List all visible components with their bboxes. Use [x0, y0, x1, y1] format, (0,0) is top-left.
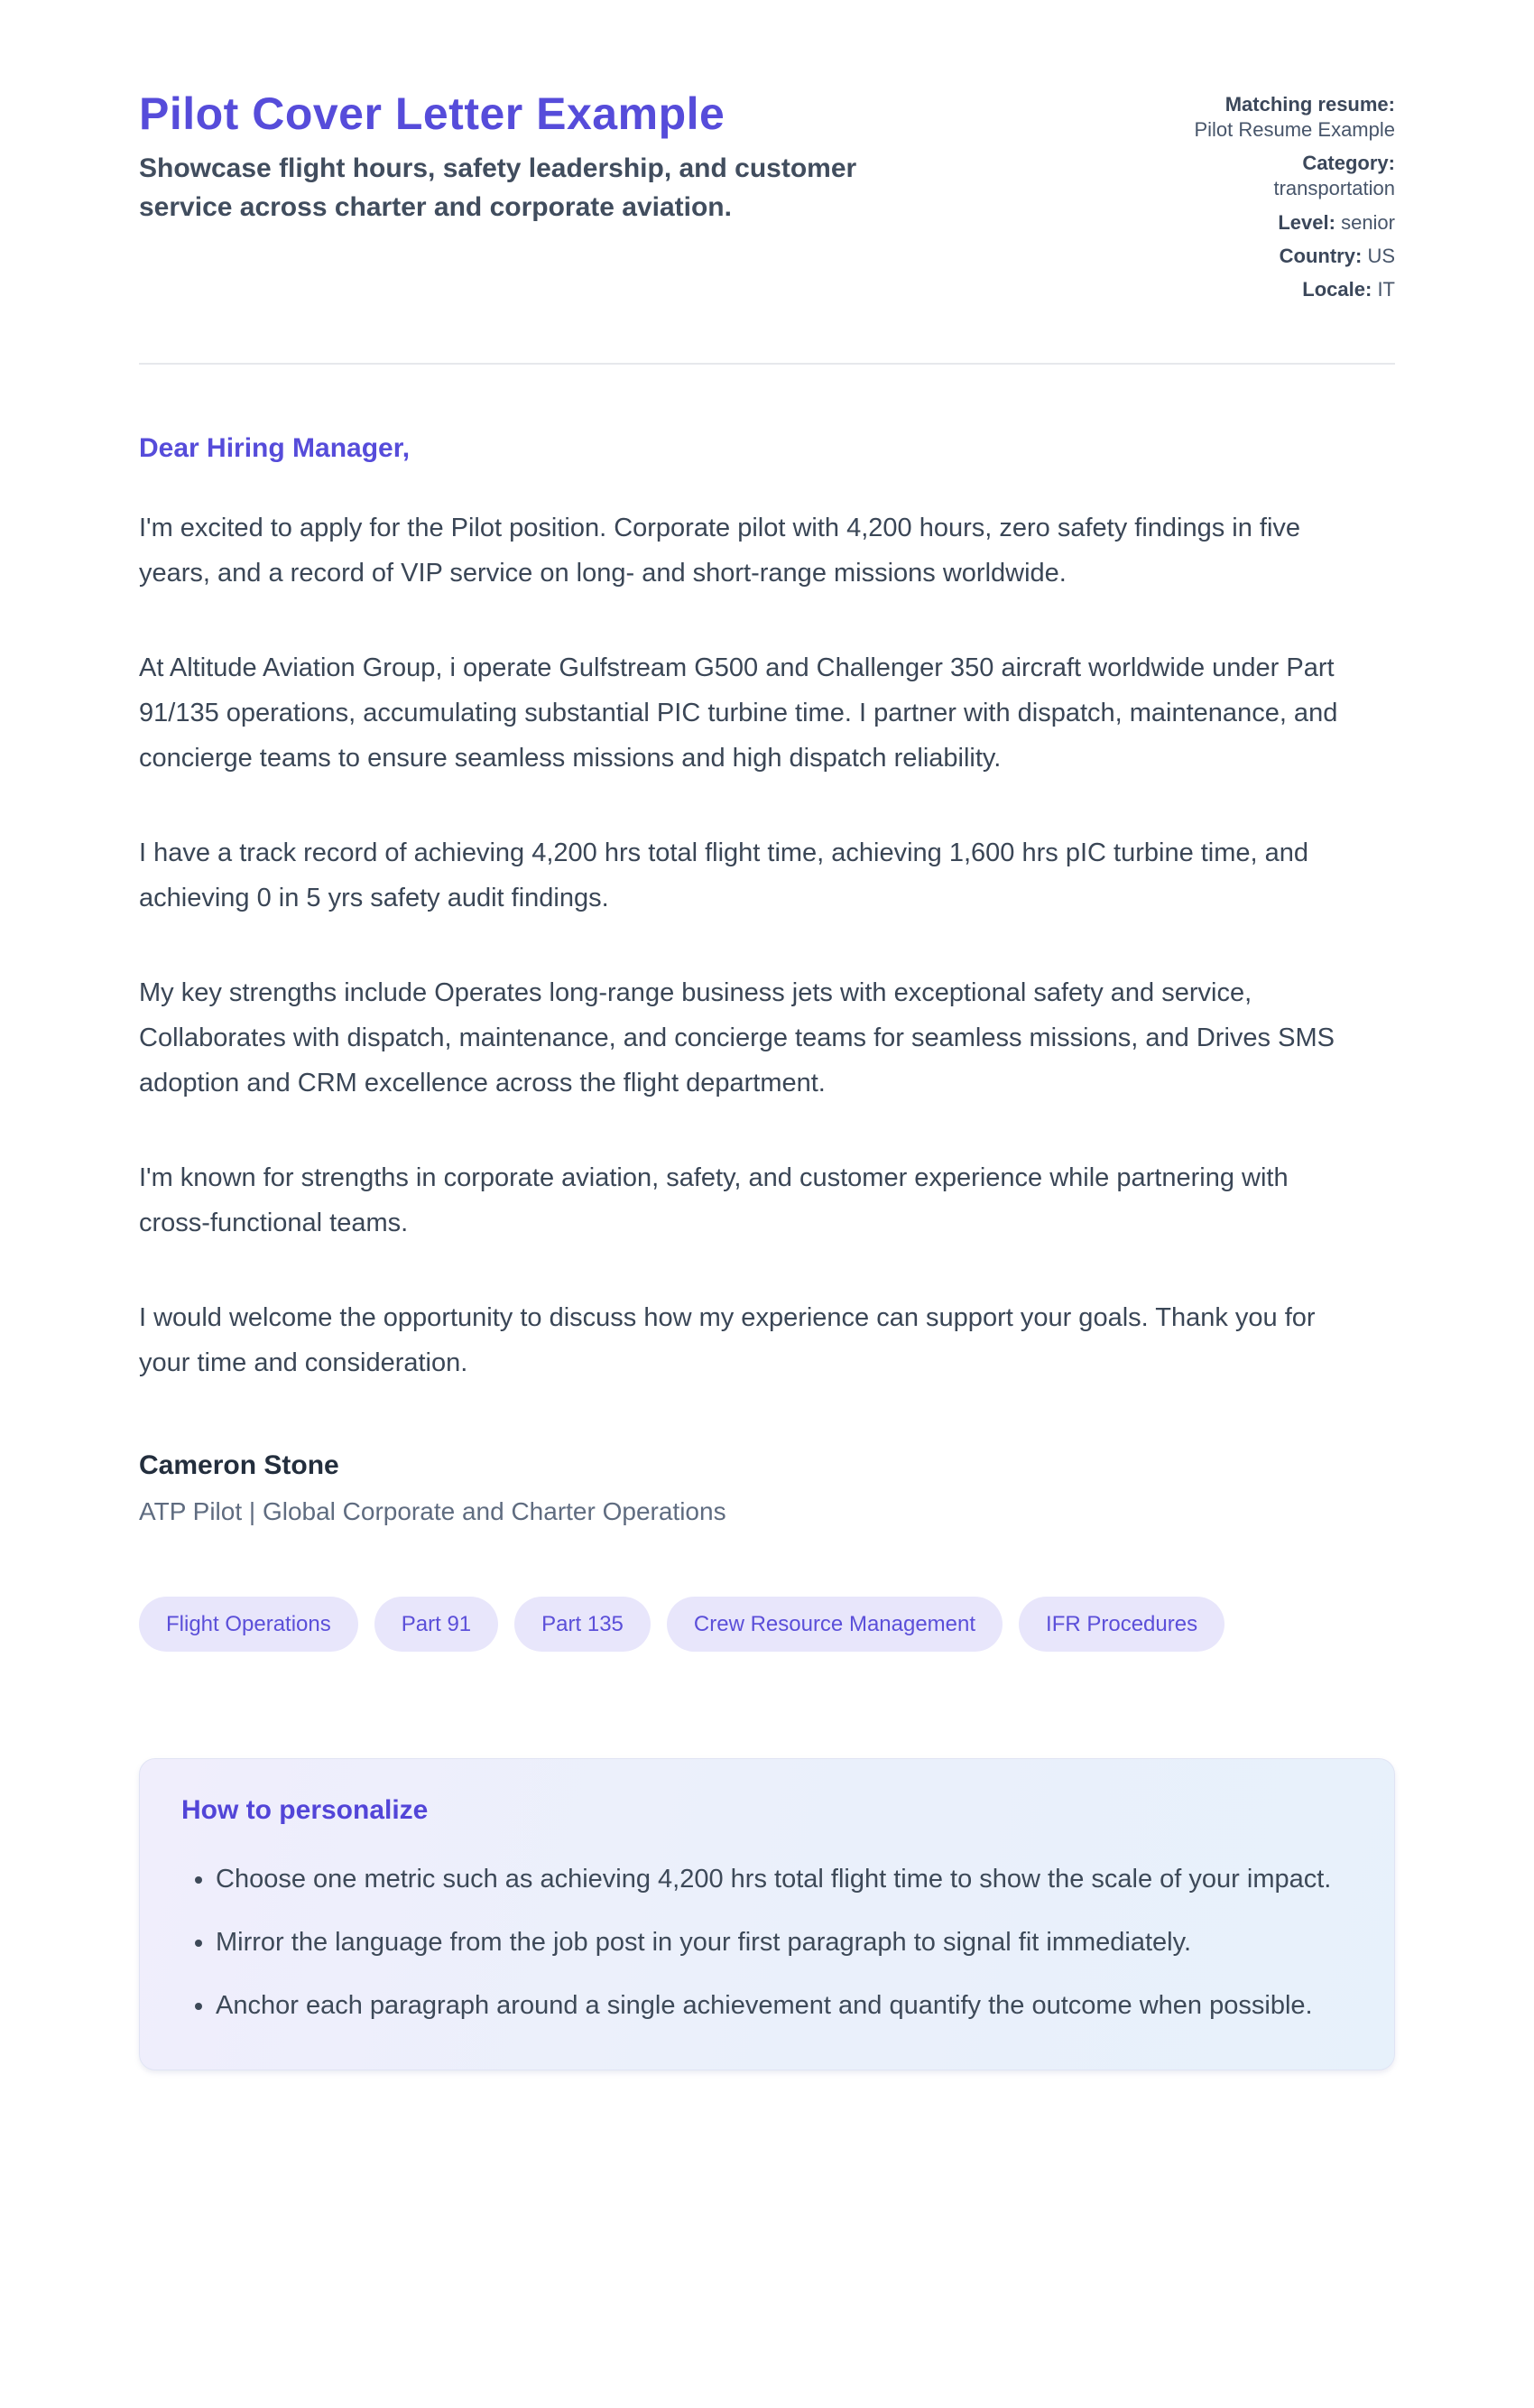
letter-greeting: Dear Hiring Manager, [139, 433, 411, 464]
signature-role: ATP Pilot | Global Corporate and Charter Operations [139, 1497, 726, 1526]
letter-paragraph: I'm excited to apply for the Pilot position. Corporate pilot with 4,200 hours, zero safety findings in five years, and a record of VIP service on long- and short-range missions worldwide. [139, 514, 1301, 588]
meta-row-matching-resume [1194, 92, 1395, 143]
header-titles [139, 87, 933, 227]
tips-list [181, 1857, 1353, 2028]
page-title: Pilot Cover Letter Example [139, 88, 725, 139]
meta-row-category [1194, 151, 1395, 201]
letter-paragraph: I'm known for strengths in corporate aviation, safety, and customer experience while partnering with cross-functional teams. [139, 1163, 1289, 1238]
page-subtitle: Showcase flight hours, safety leadership, and customer service across charter and corporate aviation. [139, 153, 857, 222]
signature-name: Cameron Stone [139, 1450, 339, 1481]
letter-body [139, 433, 1395, 1526]
tip-item: • Mirror the language from the job post in your first paragraph to signal fit immediately. [216, 1920, 1335, 1965]
page-header [139, 87, 1395, 310]
meta-value: US [1367, 244, 1395, 267]
tips-heading: How to personalize [181, 1795, 429, 1826]
meta-value: senior [1341, 210, 1395, 234]
tip-item: • Anchor each paragraph around a single achievement and quantify the outcome when possible. [216, 1983, 1335, 2028]
meta-row-level [1194, 210, 1395, 236]
meta-label: Level: [1278, 210, 1335, 234]
letter-paragraph: My key strengths include Operates long-range business jets with exceptional safety and service, Collaborates with dispatch, maintenance, and concierge teams for seamless missions, and Drives SMS adoption and CRM excellence across the flight department. [139, 978, 1335, 1098]
tag-ifr-procedures[interactable]: IFR Procedures [1019, 1597, 1224, 1652]
meta-value: IT [1377, 277, 1395, 301]
header-divider [139, 363, 1395, 365]
tag-crew-resource-management[interactable]: Crew Resource Management [667, 1597, 1003, 1652]
tag-list [139, 1597, 1395, 1652]
meta-value: Pilot Resume Example [1194, 118, 1395, 142]
meta-label: Matching resume: [1224, 93, 1395, 116]
letter-paragraph: I have a track record of achieving 4,200 hrs total flight time, achieving 1,600 hrs pIC turbine time, and achieving 0 in 5 yrs safety audit findings. [139, 838, 1309, 913]
tag-part-91[interactable]: Part 91 [374, 1597, 498, 1652]
meta-label: Category: [1302, 152, 1395, 175]
meta-row-locale [1194, 277, 1395, 302]
tag-flight-operations[interactable]: Flight Operations [139, 1597, 358, 1652]
meta-panel [1194, 87, 1395, 310]
meta-value: transportation [1273, 177, 1395, 200]
signature-block [139, 1450, 1395, 1526]
letter-paragraph: I would welcome the opportunity to discuss how my experience can support your goals. Thank you for your time and consideration. [139, 1303, 1316, 1378]
tag-part-135[interactable]: Part 135 [514, 1597, 651, 1652]
tip-item: • Choose one metric such as achieving 4,200 hrs total flight time to show the scale of your impact. [216, 1857, 1335, 1902]
meta-label: Locale: [1302, 277, 1372, 301]
meta-row-country [1194, 244, 1395, 269]
meta-label: Country: [1279, 244, 1363, 267]
how-to-personalize-box [139, 1758, 1395, 2070]
letter-paragraph: At Altitude Aviation Group, i operate Gulfstream G500 and Challenger 350 aircraft worldwide under Part 91/135 operations, accumulating substantial PIC turbine time. I partner with dispatch, maintenance, and concierge teams to ensure seamless missions and high dispatch reliability. [139, 653, 1338, 773]
